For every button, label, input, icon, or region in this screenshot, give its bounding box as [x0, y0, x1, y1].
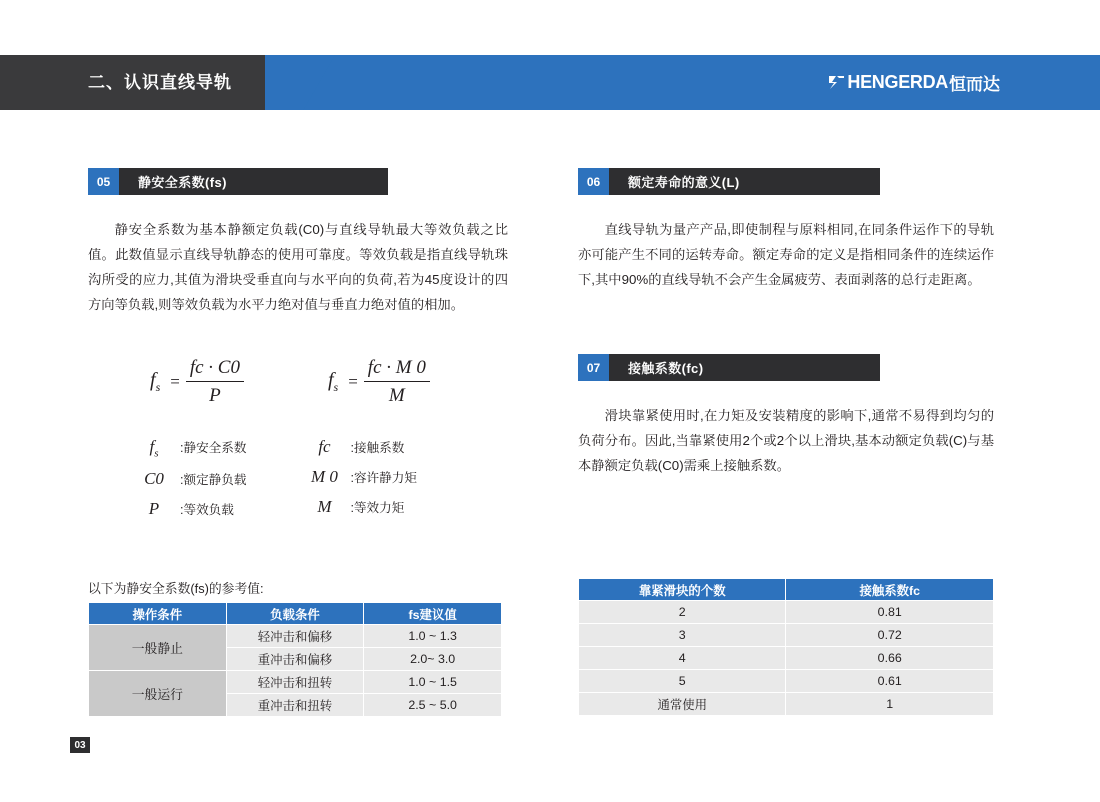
cell-value: 1.0 ~ 1.5 [364, 671, 502, 694]
section-header-life [578, 168, 880, 195]
table-row [579, 647, 994, 670]
cell-value: 1.0 ~ 1.3 [364, 625, 502, 648]
legend-symbol: C0 [144, 469, 164, 489]
legend-description: :接触系数 [350, 441, 405, 455]
table-row [579, 601, 994, 624]
table-row [579, 624, 994, 647]
formula-fs-moment [328, 357, 430, 407]
cell-block-count: 4 [579, 647, 786, 670]
table-row [89, 671, 502, 694]
formula-lhs: $f_s$ [327, 369, 339, 394]
column-header-operating-condition: 操作条件 [89, 603, 227, 625]
cell-value: 2.0~ 3.0 [364, 648, 502, 671]
fraction-denominator: P [209, 385, 221, 406]
cell-fc: 0.72 [786, 624, 994, 647]
column-header-fc: 接触系数fc [786, 579, 994, 601]
cell-load: 重冲击和偏移 [226, 648, 364, 671]
brand-logo [828, 55, 1000, 110]
legend-description: :等效力矩 [350, 501, 405, 515]
legend-symbol: M [317, 497, 332, 516]
right-column [578, 168, 994, 478]
fraction-denominator: M [388, 385, 405, 406]
legend-item [298, 467, 416, 487]
paragraph-life: 直线导轨为量产产品,即使制程与原料相同,在同条件运作下的导轨亦可能产生不同的运转寿命。额定寿命的定义是指相同条件的连续运作下,其中90%的直线导轨不会产生金属疲劳、表面剥落的总行走距离。 [578, 222, 994, 287]
formula-legend [88, 437, 508, 529]
page-number-badge: 03 [70, 737, 90, 753]
cell-block-count: 通常使用 [579, 693, 786, 716]
logo-mark-icon [828, 74, 845, 91]
cell-fc: 0.81 [786, 601, 994, 624]
legend-column-left [128, 437, 246, 529]
legend-description: :容许静力矩 [350, 471, 417, 485]
formula-lhs-sub: s [155, 380, 161, 394]
fraction [186, 357, 244, 407]
legend-column-right [298, 437, 416, 529]
equals-sign: = [170, 372, 180, 391]
table-header-row [579, 579, 994, 601]
paragraph-fs: 静安全系数为基本静额定负载(C0)与直线导轨最大等效负载之比值。此数值显示直线导轨静态的使用可靠度。等效负载是指直线导轨珠沟所受的应力,其值为滑块受垂直向与水平向的负荷,若为45度设计的四方向等负载,则等效负载为水平力绝对值与垂直力绝对值的相加。 [88, 222, 508, 312]
formula-row [88, 357, 508, 407]
section-number-06: 06 [578, 168, 609, 195]
column-header-fs-value: fs建议值 [364, 603, 502, 625]
cell-value: 2.5 ~ 5.0 [364, 694, 502, 717]
section-number-05: 05 [88, 168, 119, 195]
table-row [579, 670, 994, 693]
section-title-fc: 接触系数(fc) [628, 361, 704, 376]
legend-symbol: M 0 [311, 467, 338, 486]
logo-text-cn: 恒而达 [949, 75, 1000, 94]
fc-contact-factor-table [578, 578, 994, 716]
legend-symbol: $f_s$ [149, 437, 159, 460]
table-left-caption: 以下为静安全系数(fs)的参考值: [88, 581, 264, 596]
legend-description: :等效负载 [180, 503, 234, 518]
equals-sign: = [348, 372, 358, 391]
table-row [579, 693, 994, 716]
cell-load: 轻冲击和偏移 [226, 625, 364, 648]
cell-block-count: 3 [579, 624, 786, 647]
cell-load: 重冲击和扭转 [226, 694, 364, 717]
legend-description: :静安全系数 [180, 441, 247, 455]
legend-item [128, 499, 246, 519]
legend-symbol: P [148, 499, 160, 519]
page-header [0, 55, 1100, 110]
column-header-load-condition: 负载条件 [226, 603, 364, 625]
section-header-fc [578, 354, 880, 381]
legend-description: :额定静负载 [180, 473, 247, 488]
cell-block-count: 5 [579, 670, 786, 693]
formula-fs-force [150, 357, 244, 407]
fraction-numerator: fc · M 0 [364, 357, 430, 382]
legend-item [128, 437, 246, 459]
section-header-fs [88, 168, 388, 195]
legend-symbol-sub: s [154, 447, 159, 460]
cell-fc: 1 [786, 693, 994, 716]
cell-fc: 0.66 [786, 647, 994, 670]
table-row [89, 625, 502, 648]
formula-lhs-sub: s [333, 380, 339, 394]
legend-item [128, 469, 246, 489]
formula-lhs: $f_s$ [150, 369, 161, 394]
left-column [88, 168, 508, 529]
paragraph-fc: 滑块靠紧使用时,在力矩及安装精度的影响下,通常不易得到均匀的负荷分布。因此,当靠紧使用2个或2个以上滑块,基本动额定负载(C)与基本静额定负载(C0)需乘上接触系数。 [578, 408, 994, 473]
page-title: 二、认识直线导轨 [88, 73, 232, 92]
section-title-fs: 静安全系数(fs) [138, 175, 227, 190]
column-header-block-count: 靠紧滑块的个数 [579, 579, 786, 601]
legend-item [298, 497, 416, 517]
section-title-life: 额定寿命的意义(L) [628, 175, 740, 190]
legend-symbol: fc [318, 437, 331, 456]
fraction [364, 357, 430, 407]
cell-condition-static: 一般静止 [89, 625, 227, 671]
legend-item [298, 437, 416, 457]
cell-block-count: 2 [579, 601, 786, 624]
fraction-numerator: fc · C0 [186, 357, 244, 382]
fs-reference-table [88, 602, 502, 717]
table-header-row [89, 603, 502, 625]
section-number-07: 07 [578, 354, 609, 381]
cell-condition-running: 一般运行 [89, 671, 227, 717]
cell-load: 轻冲击和扭转 [226, 671, 364, 694]
cell-fc: 0.61 [786, 670, 994, 693]
logo-text: HENGERDA [847, 72, 948, 92]
